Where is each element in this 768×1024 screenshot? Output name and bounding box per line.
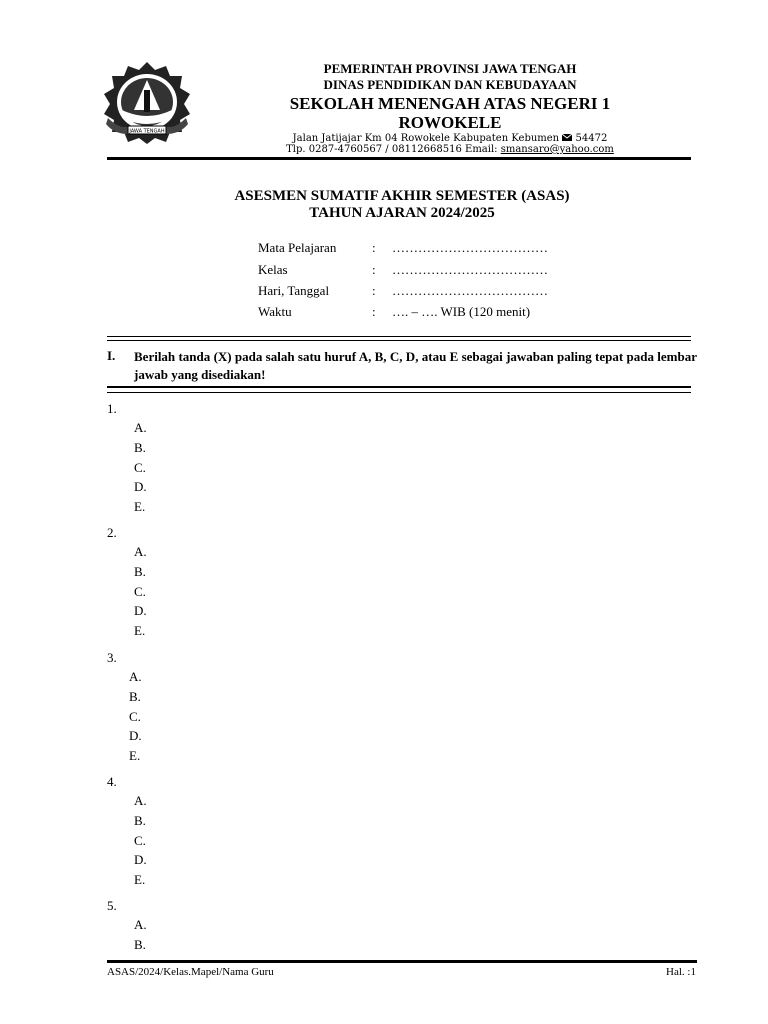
question-number: 3. xyxy=(107,650,117,665)
answer-option: E. xyxy=(134,499,146,515)
header-divider xyxy=(107,157,691,160)
page-number: Hal. :1 xyxy=(666,966,696,978)
answer-option: C. xyxy=(134,583,146,599)
answer-option: B. xyxy=(134,936,146,952)
subject-field: ……………………………… xyxy=(392,240,548,255)
answer-option: A. xyxy=(134,917,147,932)
info-label-date: Hari, Tanggal xyxy=(258,283,330,298)
info-colon: : xyxy=(372,283,376,298)
exam-title: ASESMEN SUMATIF AKHIR SEMESTER (ASAS) xyxy=(234,188,570,204)
question-number: 5. xyxy=(107,898,117,913)
svg-text:JAWA TENGAH: JAWA TENGAH xyxy=(129,128,165,135)
school-name-line1: SEKOLAH MENENGAH ATAS NEGERI 1 xyxy=(289,94,611,113)
contact-phone: Tlp. 0287-4760567 / 08112668516 Email: xyxy=(286,144,501,155)
school-name-line2: ROWOKELE xyxy=(398,113,502,132)
school-address xyxy=(200,133,700,145)
section-divider-bottom xyxy=(107,386,691,388)
answer-option: D. xyxy=(134,479,147,495)
address-text: Jalan Jatijajar Km 04 Rowokele Kabupaten Kebumen xyxy=(292,133,560,144)
envelope-icon xyxy=(562,133,575,144)
answer-option: B. xyxy=(129,688,141,704)
answer-option: E. xyxy=(134,872,146,888)
answer-option: B. xyxy=(134,439,146,455)
question-number: 1. xyxy=(107,401,117,416)
info-label-subject: Mata Pelajaran xyxy=(258,240,337,255)
section-divider-top xyxy=(107,336,691,337)
section-divider-bottom xyxy=(107,392,691,393)
email-link[interactable]: smansaro@yahoo.com xyxy=(500,144,614,155)
answer-option: A. xyxy=(134,793,147,808)
department-name: DINAS PENDIDIKAN DAN KEBUDAYAAN xyxy=(323,77,577,92)
answer-option: A. xyxy=(134,544,147,559)
question-number: 2. xyxy=(107,525,117,540)
school-contact xyxy=(200,144,700,156)
date-field: ……………………………… xyxy=(392,283,548,298)
section-divider-top xyxy=(107,340,691,341)
info-label-time: Waktu xyxy=(258,304,292,319)
postal-code: 54472 xyxy=(575,133,608,144)
class-field: ……………………………… xyxy=(392,262,548,277)
section-number: I. xyxy=(107,348,116,363)
answer-option: C. xyxy=(129,708,141,724)
info-colon: : xyxy=(372,240,376,255)
answer-option: A. xyxy=(129,669,142,684)
answer-option: D. xyxy=(134,852,147,868)
info-colon: : xyxy=(372,304,376,319)
government-name: PEMERINTAH PROVINSI JAWA TENGAH xyxy=(323,61,577,76)
footer-doc-code: ASAS/2024/Kelas.Mapel/Nama Guru xyxy=(107,966,274,978)
answer-option: A. xyxy=(134,420,147,435)
answer-option: B. xyxy=(134,563,146,579)
time-field: …. – …. WIB (120 menit) xyxy=(392,304,531,319)
answer-option: C. xyxy=(134,832,146,848)
answer-option: D. xyxy=(134,603,147,619)
question-number: 4. xyxy=(107,774,117,789)
footer-divider xyxy=(107,960,697,963)
info-colon: : xyxy=(372,262,376,277)
answer-option: E. xyxy=(134,623,146,639)
provincial-logo xyxy=(100,60,194,144)
answer-option: B. xyxy=(134,812,146,828)
section-instruction: Berilah tanda (X) pada salah satu huruf A, B, C, D, atau E sebagai jawaban paling tepat pada lembar jawab yang disediakan! xyxy=(134,349,697,382)
answer-option: E. xyxy=(129,748,141,764)
academic-year: TAHUN AJARAN 2024/2025 xyxy=(309,205,495,221)
answer-option: D. xyxy=(129,728,142,744)
info-label-class: Kelas xyxy=(258,262,288,277)
answer-option: C. xyxy=(134,459,146,475)
